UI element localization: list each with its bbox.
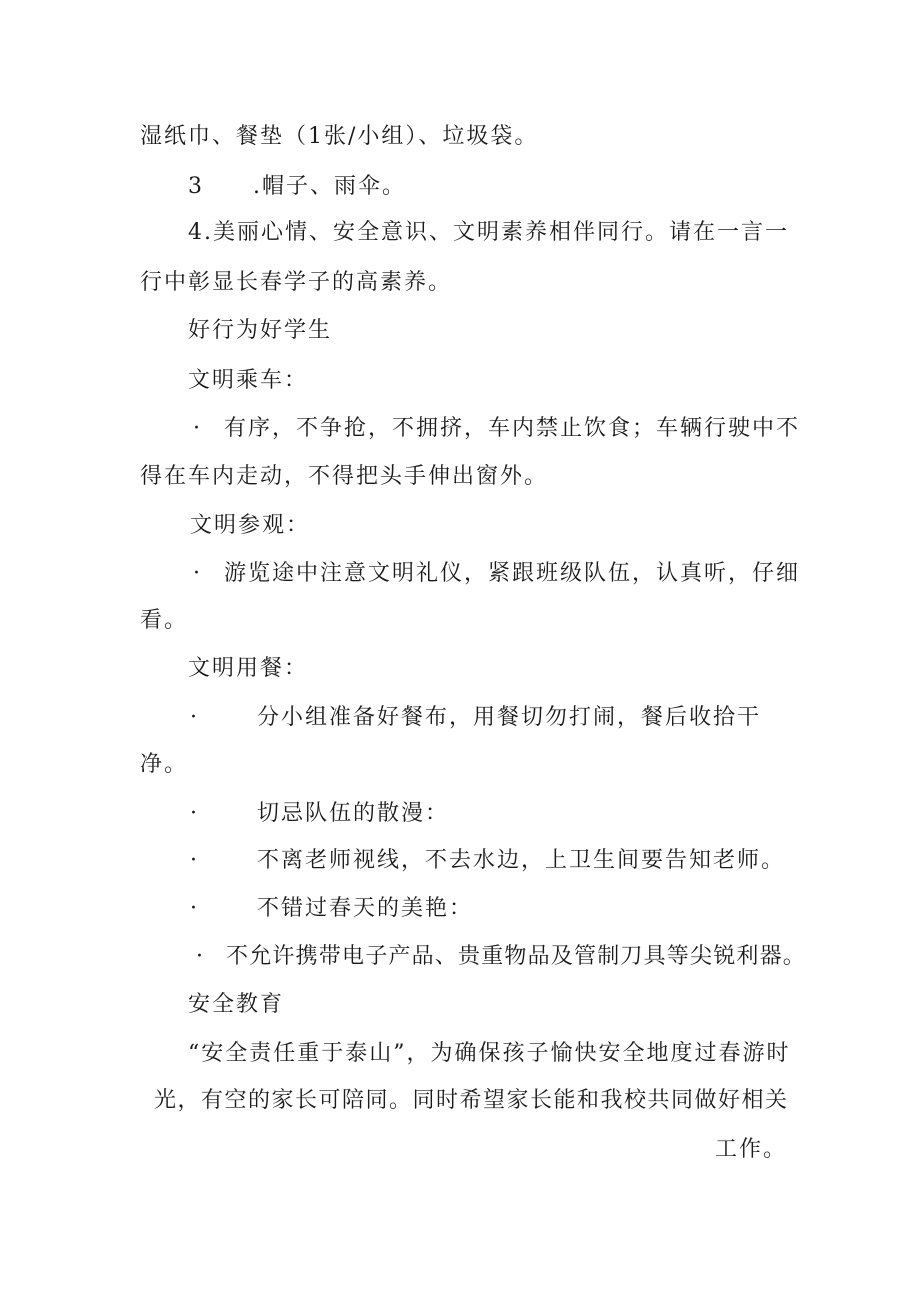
section-heading-safety-education: 安全教育 xyxy=(188,992,285,1017)
bullet-icon: · xyxy=(190,896,197,921)
text-line-enjoy-spring: 不错过春天的美艳： xyxy=(257,896,474,921)
bullet-icon: · xyxy=(190,801,197,826)
list-number-3: 3 xyxy=(188,174,204,199)
text-line-visit-rule: 游览途中注意文明礼仪，紧跟班级队伍，认真听，仔细 xyxy=(224,561,801,586)
text-line-safety-paragraph-cont: 光，有空的家长可陪同。同时希望家长能和我校共同做好相关 xyxy=(154,1088,789,1113)
text-line-visit-rule-cont: 看。 xyxy=(140,608,189,633)
text-line-no-straggling: 切忌队伍的散漫： xyxy=(257,801,450,826)
text-line-dining-rule: 分小组准备好餐布，用餐切勿打闹，餐后收拾干 xyxy=(257,705,762,730)
bullet-icon: · xyxy=(193,561,200,586)
text-line-hat-umbrella: .帽子、雨伞。 xyxy=(253,174,406,199)
text-line-bus-rule-cont: 得在车内走动，不得把头手伸出窗外。 xyxy=(140,464,549,489)
text-line-dining-rule-cont: 净。 xyxy=(140,752,189,777)
text-line-bus-rule: 有序，不争抢，不拥挤，车内禁止饮食；车辆行驶中不 xyxy=(224,416,801,441)
text-line-safety-paragraph-end: 工作。 xyxy=(715,1137,788,1162)
subheading-visit-etiquette: 文明参观： xyxy=(190,513,311,538)
text-line-stay-with-teacher: 不离老师视线，不去水边，上卫生间要告知老师。 xyxy=(257,848,786,873)
bullet-icon: · xyxy=(193,416,200,441)
subheading-dining-etiquette: 文明用餐： xyxy=(188,656,309,681)
text-line-safety-paragraph: “安全责任重于泰山”，为确保孩子愉快安全地度过春游时 xyxy=(188,1041,791,1066)
text-line-supplies: 湿纸巾、餐垫（1张/小组）、垃圾袋。 xyxy=(140,124,539,149)
bullet-icon: · xyxy=(190,848,197,873)
section-heading-good-behavior: 好行为好学生 xyxy=(188,318,333,343)
text-line-prohibited-items: 不允许携带电子产品、贵重物品及管制刀具等尖锐利器。 xyxy=(226,944,807,969)
text-line-item-4-cont: 行中彰显长春学子的高素养。 xyxy=(140,270,453,295)
bullet-icon: · xyxy=(190,705,197,730)
text-line-item-4: 4.美丽心情、安全意识、文明素养相伴同行。请在一言一 xyxy=(188,220,789,245)
subheading-bus-etiquette: 文明乘车： xyxy=(188,368,309,393)
bullet-icon: · xyxy=(196,944,203,969)
